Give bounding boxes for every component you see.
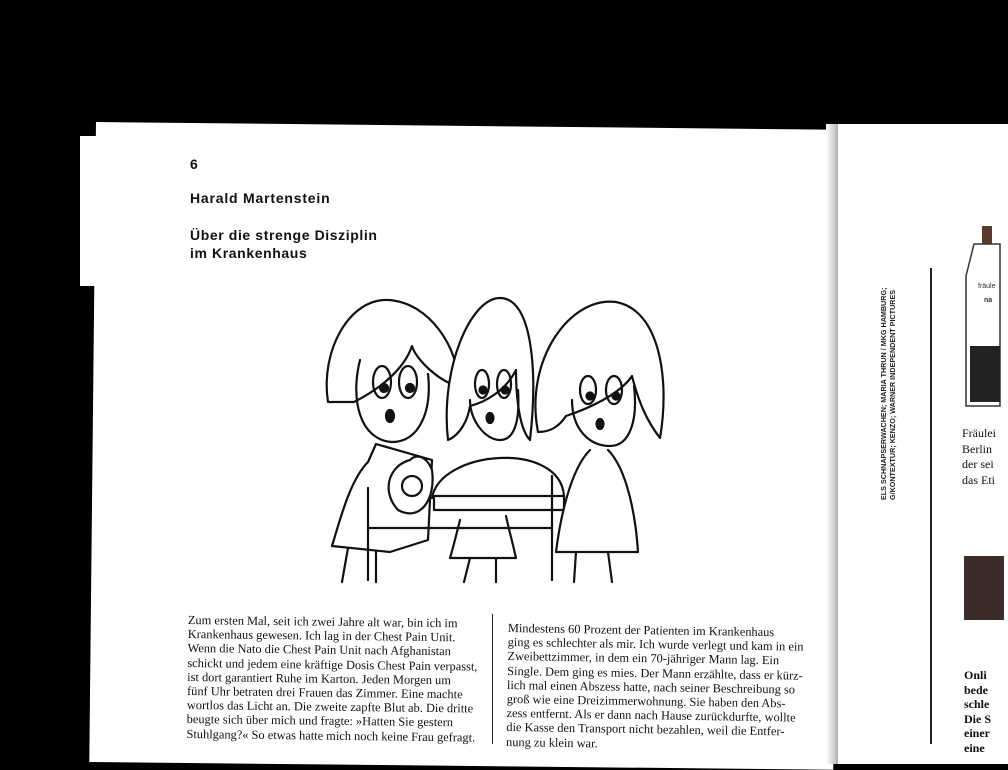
article-illustration [320, 290, 680, 590]
text-line: Single. Dem ging es mies. Der Mann erzählte, dass er kürz- [507, 663, 803, 683]
text-line: wortlos das Licht an. Die zweite zapfte Blut ab. Die dritte [186, 698, 474, 716]
text-line: nung zu klein war. [505, 734, 598, 751]
text-line: fünf Uhr betraten drei Frauen das Zimmer. Eine machte [186, 684, 463, 702]
text-line: lich mal einen Abszess hatte, nach seiner Beschreibung so [506, 677, 796, 697]
text-line: Wenn die Nato die Chest Pain Unit nach Afghanistan [187, 641, 451, 659]
text-line: der sei [962, 457, 994, 471]
title-line: im Krankenhaus [190, 245, 308, 261]
sidebar-rule [930, 268, 932, 744]
sidebar-photo [964, 556, 1004, 620]
text-line: Zweibettzimmer, in dem ein 70-jähriger Mann lag. Ein [507, 649, 780, 668]
column-divider [492, 614, 493, 744]
article-column-1 [186, 613, 478, 744]
sidebar-text-2 [964, 668, 991, 755]
credit-line: ELS SCHNAPSERWACHEN; MARIA THRUN / MKG HAMBURG; [879, 287, 888, 500]
text-line: einer [964, 726, 990, 740]
text-line: die Kasse den Transport nicht bezahlen, weil die Entfer- [506, 720, 785, 739]
text-line: Krankenhaus gewesen. Ich lag in der Chest Pain Unit. [187, 627, 456, 645]
title-line: Über die strenge Disziplin [190, 227, 378, 243]
text-line: Fräulei [962, 426, 996, 440]
text-line: ist dort garantiert Ruhe im Karton. Jeden Morgen um [187, 669, 452, 688]
credit-line: G/KONTEXTUR; KENZO; WARNER INDEPENDENT PICTURES [887, 289, 897, 500]
text-line: zess entfernt. Als er dann nach Hause zurückdurfte, wollte [506, 706, 796, 725]
text-line: Stuhlgang?« So etwas hatte mich noch keine Frau gefragt. [186, 726, 476, 745]
text-line: das Eti [962, 472, 995, 487]
text-line: beugte sich über mich und fragte: »Hatten Sie gestern [186, 712, 454, 730]
author-name: Harald Martenstein [190, 190, 331, 206]
bottle-image [960, 226, 1000, 406]
bottle-label: fräule [978, 283, 996, 290]
text-line: bede [964, 682, 988, 697]
text-line: schle [964, 697, 990, 711]
text-line: groß wie eine Dreizimmerwohnung. Sie haben den Abs- [506, 692, 786, 711]
text-line: eine [964, 740, 985, 755]
article-title [190, 226, 378, 262]
photo-credit [880, 260, 897, 500]
text-line: schickt und jedem eine kräftige Dosis Chest Pain verpasst, [187, 655, 478, 674]
page-number: 6 [190, 156, 198, 172]
sidebar-text-1 [962, 426, 996, 488]
text-line: Die S [964, 711, 991, 726]
text-line: Zum ersten Mal, seit ich zwei Jahre alt war, bin ich im [187, 613, 458, 631]
text-line: ging es schlechter als mir. Ich wurde verlegt und kam in ein [507, 635, 804, 654]
bottle-label: na [984, 297, 993, 304]
text-line: Berlin [962, 441, 992, 456]
article-column-2 [505, 621, 804, 753]
text-line: Onli [964, 668, 987, 682]
text-line: Mindestens 60 Prozent der Patienten im Krankenhaus [507, 621, 775, 640]
